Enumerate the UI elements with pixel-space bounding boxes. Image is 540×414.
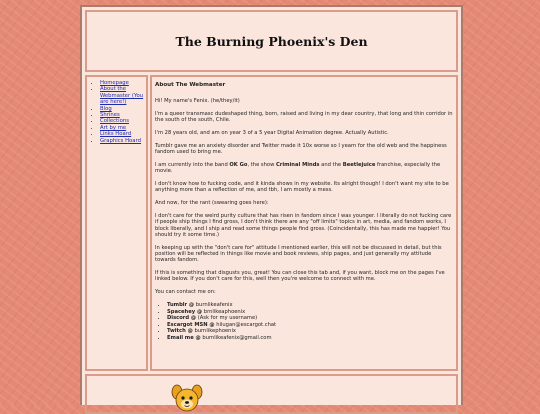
- contact-list: [155, 302, 453, 342]
- interests-text: I am currently into the band: [155, 162, 230, 169]
- contact-service: Discord @: [167, 315, 197, 322]
- nav-link-art[interactable]: Art by me: [100, 124, 127, 131]
- sidebar-nav: [85, 75, 148, 371]
- about-panel: [150, 75, 458, 371]
- rant-paragraph: I don't care for the weird purity culture that has risen in fandom since I was younger. I literally do not fucking care if people ship things I find gross, I don't think there are any "off limits" topics in art, media, and fandom works, I block liberally, and I ship and read some things people find gross. (Coincidentally, this has made me happier! You should try it some time.): [155, 213, 452, 238]
- footer-panel: [85, 374, 458, 414]
- interests-paragraph: [155, 162, 453, 175]
- contact-handle: (Ask for my username): [197, 315, 258, 322]
- contact-item-twitch: [167, 328, 453, 335]
- nav-link-homepage[interactable]: Homepage: [100, 80, 129, 86]
- contact-item-discord: [167, 315, 453, 322]
- contact-handle: brnlikeaphoenix: [203, 308, 246, 315]
- disclaimer-paragraph: If this is something that disgusts you, great! You can close this tab and, if you want, block me on the pages I've linked below. If you don't care for this, well then you're welcome to connect with me.: [155, 270, 445, 283]
- nav-link-collections[interactable]: Collections: [100, 118, 129, 125]
- about-heading: About The Webmaster: [155, 82, 226, 88]
- nav-link-links-hoard[interactable]: Links Hoard: [100, 131, 132, 138]
- contact-service: Twitch @: [167, 328, 193, 335]
- contact-service: Spacehey @: [167, 308, 203, 315]
- contact-intro: You can contact me on:: [155, 289, 216, 296]
- nav-item-graphics: [100, 138, 144, 144]
- interests-text: , the show: [247, 162, 276, 169]
- contact-handle: burnlikephoenix: [194, 328, 236, 335]
- contact-handle: hilugan@escargot.chat: [216, 321, 277, 328]
- contact-handle: burnlikeafenix: [195, 302, 233, 309]
- nav-link-blog[interactable]: Blog: [100, 105, 112, 112]
- contact-service: Tumblr @: [167, 302, 195, 309]
- age-paragraph: I'm 28 years old, and am on year 3 of a 5 year Digital Animation degree. Actually Autistic.: [155, 130, 389, 137]
- contact-item-email: [167, 335, 453, 342]
- coding-paragraph: I don't know how to fucking code, and it kinda shows in my website. Its alright though! I don't want my site to be anything more than a reflection of me, and tbh, I am mostly a mess.: [155, 181, 449, 194]
- nav-link-shrines[interactable]: Shrines: [100, 112, 120, 119]
- contact-item-tumblr: [167, 302, 453, 309]
- social-media-paragraph: Tumblr gave me an anxiety disorder and Twitter made it 10x worse so I yearn for the old web and the happiness fandom used to bring me.: [155, 142, 447, 156]
- contact-service: Escargot MSN @: [167, 321, 215, 328]
- interest-show: Criminal Minds: [275, 162, 320, 169]
- site-title: The Burning Phoenix's Den: [175, 33, 368, 49]
- contact-item-escargot: [167, 322, 453, 329]
- intro-paragraph: Hi! My name's Fenix. (he/they/it): [155, 98, 240, 105]
- nav-link-graphics-hoard[interactable]: Graphics Hoard: [100, 137, 141, 144]
- nav-link-about[interactable]: About the Webmaster (You are here!): [100, 86, 144, 106]
- interest-band: OK Go: [229, 162, 248, 169]
- nav-list: [89, 80, 144, 144]
- interests-text: and the: [319, 162, 343, 169]
- interests-text: franchise, especially the movie.: [155, 162, 441, 175]
- position-paragraph: In keeping up with the "don't care for" attitude I mentioned earlier, this will not be discussed in detail, but this position will be reflected in things like movie and book reviews, ship pages, and just generally my attitude towards fandom.: [155, 244, 442, 264]
- nav-item-about: [100, 86, 144, 105]
- page-frame: [80, 5, 463, 405]
- contact-handle: burnlikeafenix@gmail.com: [202, 335, 272, 341]
- contact-service: Email me @: [167, 335, 201, 341]
- contact-item-spacehey: [167, 309, 453, 316]
- rant-intro-paragraph: And now, for the rant (swearing goes here):: [155, 200, 269, 207]
- header: [85, 10, 458, 72]
- identity-paragraph: I'm a queer transmasc dudeshaped thing, born, raised and living in my dear country, that long and thin corridor in the south of the south, Chile.: [155, 111, 453, 124]
- interest-franchise: Beetlejuice: [342, 162, 376, 169]
- dog-mascot-icon: [171, 383, 203, 413]
